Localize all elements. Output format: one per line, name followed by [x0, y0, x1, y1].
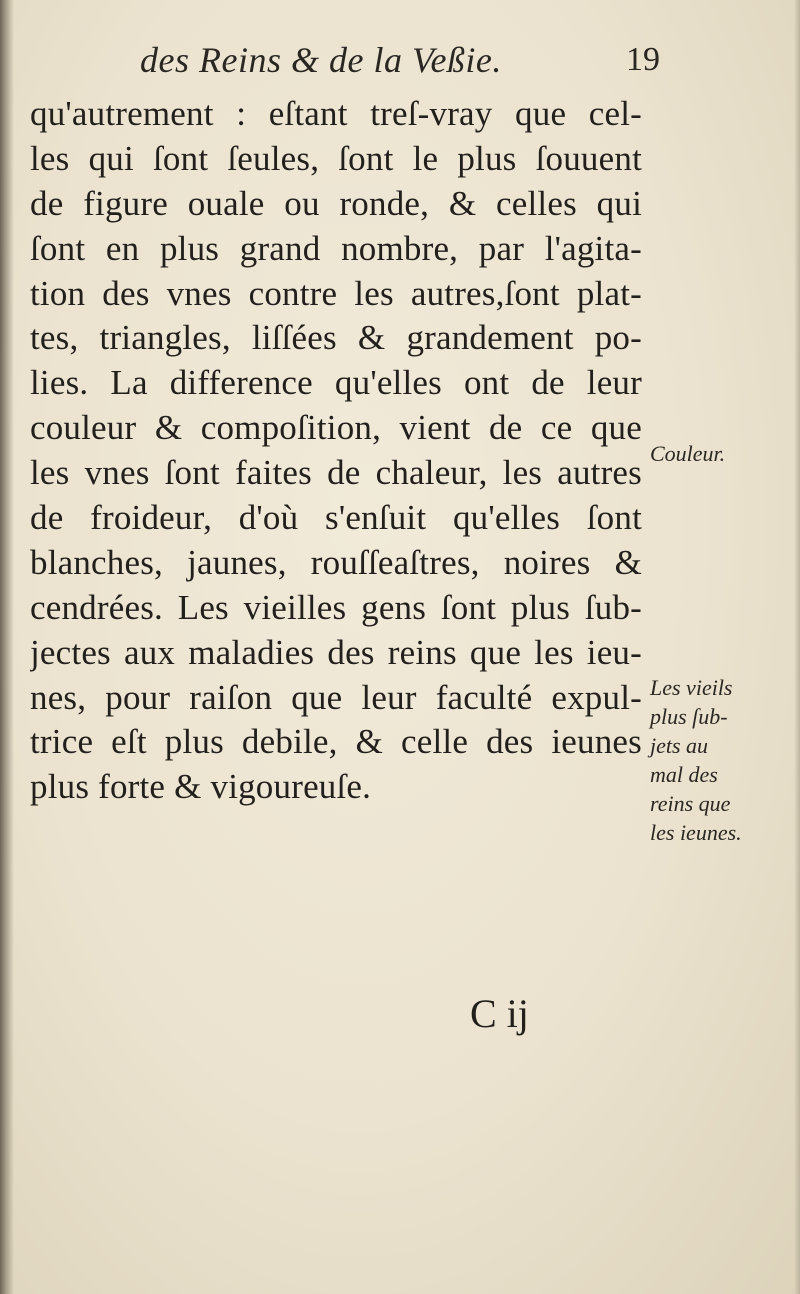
text-line: blanches, jaunes, rouſſeaſtres, noires & [30, 542, 642, 582]
running-head [140, 36, 660, 84]
margin-note-line: jets au [650, 733, 709, 758]
text-line: qu'autrement : eſtant treſ-vray que cel- [30, 94, 642, 133]
text-line: tes, triangles, liſſées & grandement po- [30, 318, 642, 358]
margin-note-line: Les vieils [650, 675, 733, 700]
margin-note-vieils [650, 673, 790, 847]
text-line: tion des vnes contre les autres,ſont plat- [30, 273, 642, 313]
text-line: de figure ouale ou ronde, & celles qui [30, 183, 642, 223]
running-head-title: des Reins & de la Veßie. [140, 40, 502, 80]
text-line: jectes aux maladies des reins que les ieu- [30, 632, 642, 672]
ink-bleed-through [40, 890, 740, 1270]
text-line: lies. La difference qu'elles ont de leur [30, 363, 642, 403]
page-number: 19 [626, 41, 660, 78]
margin-note-line: mal des [650, 762, 718, 787]
text-line: plus forte & vigoureuſe. [30, 767, 372, 807]
margin-note-couleur: Couleur. [650, 441, 726, 466]
text-line: trice eſt plus debile, & celle des ieunes [30, 722, 642, 762]
text-line: cendrées. Les vieilles gens ſont plus ſub- [30, 587, 642, 627]
margin-note-line: reins que [650, 791, 731, 816]
page-edge [794, 0, 800, 1294]
text-line: nes, pour raiſon que leur faculté expul- [30, 677, 642, 717]
binding-gutter-shadow [0, 0, 14, 1294]
margin-note-line: les ieunes. [650, 820, 742, 845]
text-line: de froideur, d'où s'enſuit qu'elles ſont [30, 498, 642, 538]
text-line: les vnes ſont faites de chaleur, les autres [30, 453, 642, 493]
text-line: les qui ſont ſeules, ſont le plus ſouuent [30, 138, 642, 178]
text-line: couleur & compoſition, vient de ce que [30, 408, 642, 448]
margin-note-line: plus ſub- [650, 704, 728, 729]
text-line: ſont en plus grand nombre, par l'agita- [30, 228, 642, 268]
body-text [30, 92, 642, 810]
signature-mark: C ij [470, 991, 529, 1036]
